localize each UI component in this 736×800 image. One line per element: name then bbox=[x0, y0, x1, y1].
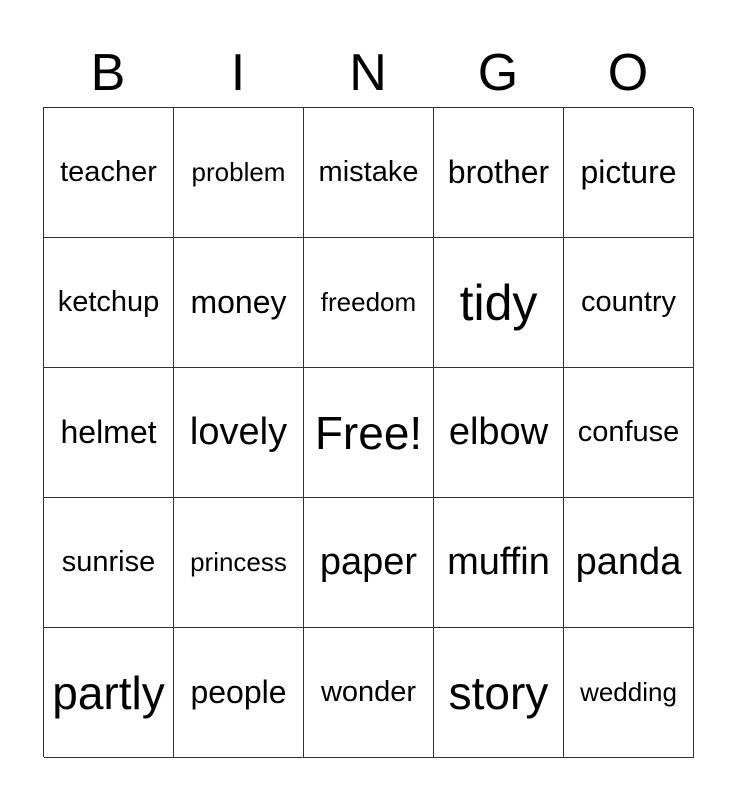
free-space-cell[interactable]: Free! bbox=[304, 368, 434, 498]
bingo-cell[interactable]: problem bbox=[174, 108, 304, 238]
bingo-cell[interactable]: brother bbox=[434, 108, 564, 238]
bingo-cell[interactable]: mistake bbox=[304, 108, 434, 238]
bingo-cell[interactable]: paper bbox=[304, 498, 434, 628]
bingo-cell[interactable]: muffin bbox=[434, 498, 564, 628]
header-letter-n: N bbox=[349, 44, 387, 102]
bingo-cell[interactable]: story bbox=[434, 628, 564, 758]
bingo-cell[interactable]: picture bbox=[564, 108, 694, 238]
bingo-board bbox=[43, 107, 693, 757]
bingo-cell[interactable]: tidy bbox=[434, 238, 564, 368]
header-letter-g: G bbox=[477, 44, 519, 102]
bingo-cell[interactable]: country bbox=[564, 238, 694, 368]
bingo-cell[interactable]: wedding bbox=[564, 628, 694, 758]
bingo-cell[interactable]: wonder bbox=[304, 628, 434, 758]
bingo-cell[interactable]: helmet bbox=[44, 368, 174, 498]
bingo-cell[interactable]: lovely bbox=[174, 368, 304, 498]
header-letter-i: I bbox=[230, 44, 246, 102]
bingo-cell[interactable]: confuse bbox=[564, 368, 694, 498]
bingo-cell[interactable]: ketchup bbox=[44, 238, 174, 368]
bingo-cell[interactable]: princess bbox=[174, 498, 304, 628]
bingo-cell[interactable]: teacher bbox=[44, 108, 174, 238]
bingo-cell[interactable]: partly bbox=[44, 628, 174, 758]
bingo-cell[interactable]: freedom bbox=[304, 238, 434, 368]
bingo-cell[interactable]: sunrise bbox=[44, 498, 174, 628]
bingo-cell[interactable]: elbow bbox=[434, 368, 564, 498]
bingo-header bbox=[43, 40, 693, 106]
bingo-cell[interactable]: panda bbox=[564, 498, 694, 628]
bingo-cell[interactable]: people bbox=[174, 628, 304, 758]
bingo-cell[interactable]: money bbox=[174, 238, 304, 368]
header-letter-b: B bbox=[90, 44, 126, 102]
header-letter-o: O bbox=[607, 44, 649, 102]
